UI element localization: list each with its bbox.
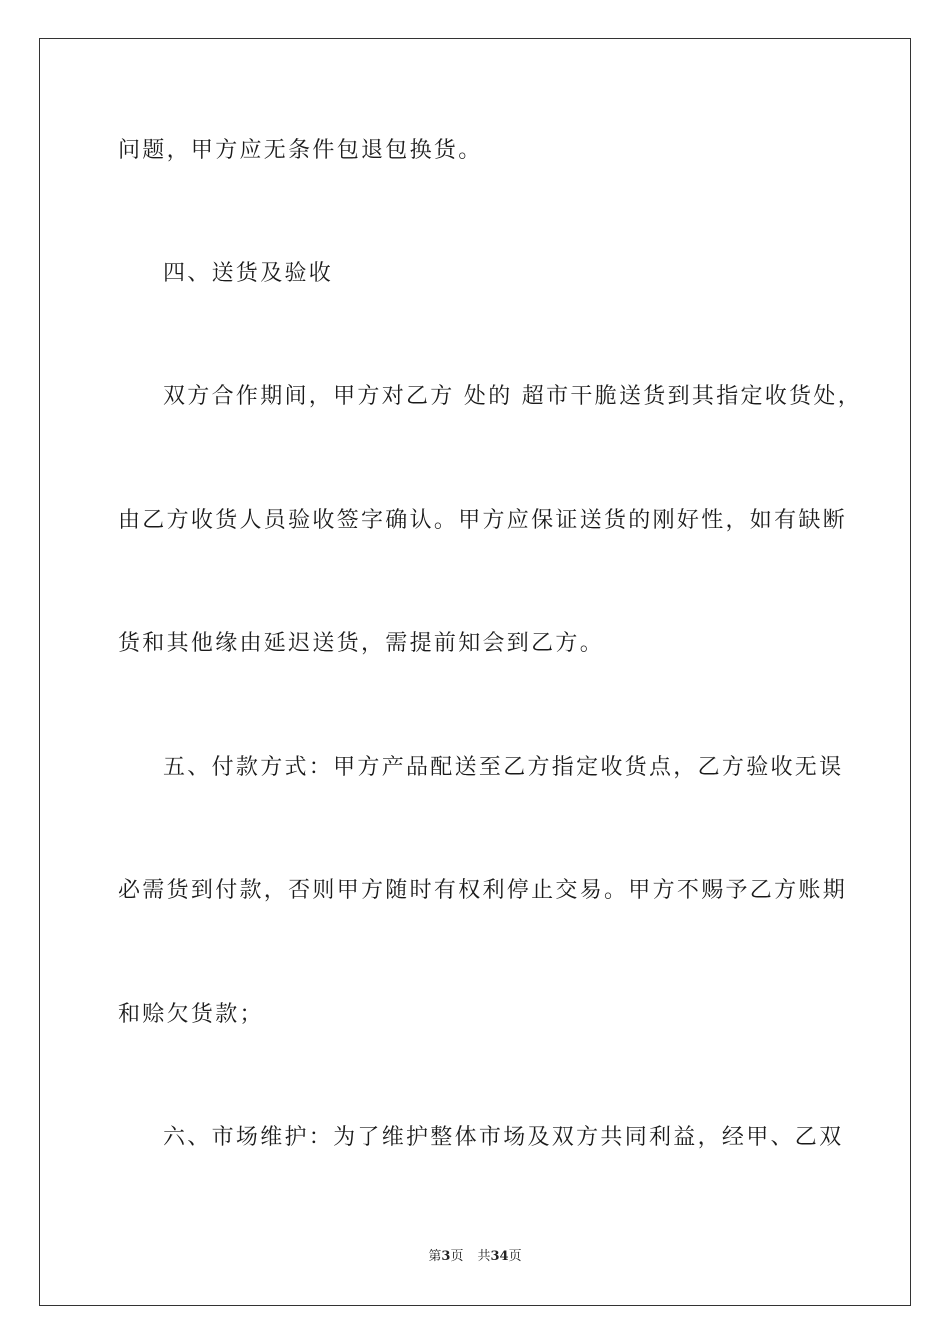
footer-total-pages: 34 — [490, 1249, 509, 1264]
page-border — [39, 38, 911, 1306]
paragraph-line-8: 和赊欠货款； — [118, 1002, 264, 1027]
section-heading-market: 六、市场维护：为了维护整体市场及双方共同利益，经甲、乙双 — [163, 1125, 844, 1150]
section-heading-delivery: 四、送货及验收 — [163, 261, 334, 286]
paragraph-line-1: 问题，甲方应无条件包退包换货。 — [118, 138, 483, 163]
paragraph-line-3: 双方合作期间，甲方对乙方 处的 超市干脆送货到其指定收货处， — [163, 384, 862, 409]
paragraph-line-4: 由乙方收货人员验收签字确认。甲方应保证送货的刚好性，如有缺断 — [118, 508, 848, 533]
section-heading-payment: 五、付款方式：甲方产品配送至乙方指定收货点，乙方验收无误 — [163, 755, 844, 780]
footer-page-number: 3 — [441, 1249, 451, 1264]
footer-page-suffix: 页 — [450, 1249, 464, 1264]
page-footer — [0, 1248, 950, 1266]
paragraph-line-7: 必需货到付款，否则甲方随时有权利停止交易。甲方不赐予乙方账期 — [118, 878, 848, 903]
footer-page-prefix: 第 — [428, 1249, 442, 1264]
footer-total-suffix: 页 — [508, 1249, 522, 1264]
paragraph-line-5: 货和其他缘由延迟送货，需提前知会到乙方。 — [118, 631, 605, 656]
footer-total-prefix: 共 — [477, 1249, 491, 1264]
